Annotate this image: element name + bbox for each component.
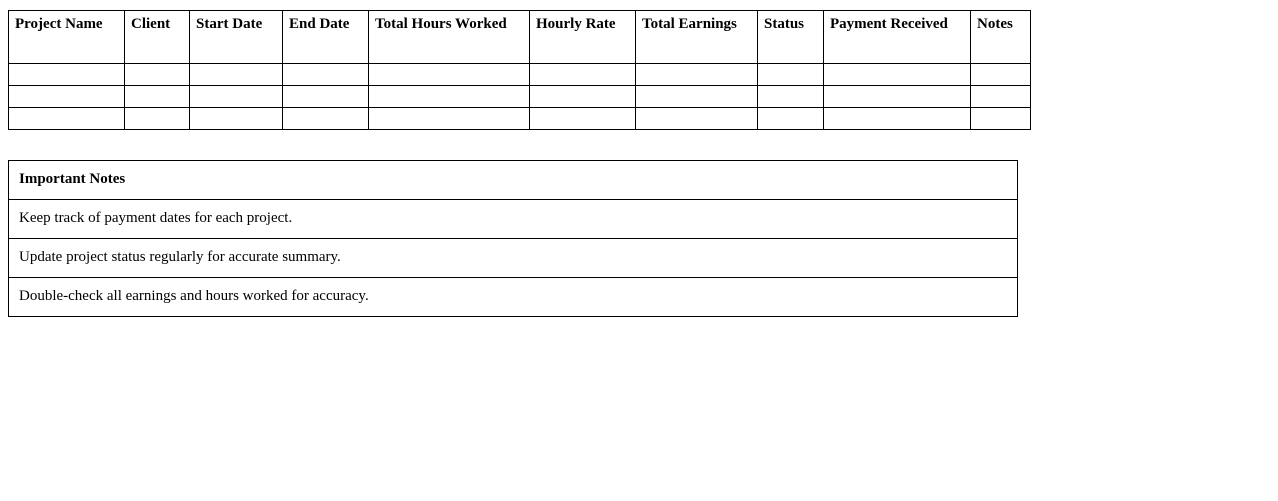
cell-client[interactable] (125, 108, 190, 130)
cell-project-name[interactable] (9, 108, 125, 130)
table-row[interactable] (9, 108, 1031, 130)
cell-total-earnings[interactable] (636, 86, 758, 108)
cell-project-name[interactable] (9, 64, 125, 86)
cell-project-name[interactable] (9, 86, 125, 108)
cell-payment-received[interactable] (824, 64, 971, 86)
cell-total-earnings[interactable] (636, 64, 758, 86)
cell-total-hours[interactable] (369, 64, 530, 86)
column-header-notes: Notes (971, 11, 1031, 64)
cell-hourly-rate[interactable] (530, 86, 636, 108)
cell-end-date[interactable] (283, 64, 369, 86)
cell-end-date[interactable] (283, 108, 369, 130)
project-table-body (9, 64, 1031, 130)
column-header-total-hours: Total Hours Worked (369, 11, 530, 64)
table-row[interactable] (9, 86, 1031, 108)
cell-start-date[interactable] (190, 64, 283, 86)
cell-status[interactable] (758, 108, 824, 130)
important-notes-table (8, 160, 1018, 317)
cell-hourly-rate[interactable] (530, 108, 636, 130)
table-row (9, 239, 1018, 278)
table-row (9, 200, 1018, 239)
cell-client[interactable] (125, 64, 190, 86)
cell-status[interactable] (758, 64, 824, 86)
cell-client[interactable] (125, 86, 190, 108)
table-header-row (9, 161, 1018, 200)
important-notes-header (9, 161, 1018, 200)
cell-notes[interactable] (971, 86, 1031, 108)
cell-total-hours[interactable] (369, 108, 530, 130)
cell-status[interactable] (758, 86, 824, 108)
table-header-row (9, 11, 1031, 64)
cell-end-date[interactable] (283, 86, 369, 108)
column-header-total-earnings: Total Earnings (636, 11, 758, 64)
important-notes-container (8, 160, 1018, 317)
cell-notes[interactable] (971, 108, 1031, 130)
note-item: Update project status regularly for accurate summary. (9, 239, 1018, 278)
important-notes-body (9, 200, 1018, 317)
project-table-header (9, 11, 1031, 64)
column-header-project-name: Project Name (9, 11, 125, 64)
table-row (9, 278, 1018, 317)
cell-payment-received[interactable] (824, 108, 971, 130)
column-header-end-date: End Date (283, 11, 369, 64)
cell-total-hours[interactable] (369, 86, 530, 108)
column-header-start-date: Start Date (190, 11, 283, 64)
table-row[interactable] (9, 64, 1031, 86)
column-header-client: Client (125, 11, 190, 64)
project-table (8, 10, 1031, 130)
cell-start-date[interactable] (190, 86, 283, 108)
column-header-status: Status (758, 11, 824, 64)
cell-hourly-rate[interactable] (530, 64, 636, 86)
project-table-container (8, 10, 1031, 130)
cell-payment-received[interactable] (824, 86, 971, 108)
note-item: Keep track of payment dates for each project. (9, 200, 1018, 239)
important-notes-title: Important Notes (9, 161, 1018, 200)
cell-notes[interactable] (971, 64, 1031, 86)
note-item: Double-check all earnings and hours worked for accuracy. (9, 278, 1018, 317)
cell-total-earnings[interactable] (636, 108, 758, 130)
column-header-hourly-rate: Hourly Rate (530, 11, 636, 64)
cell-start-date[interactable] (190, 108, 283, 130)
column-header-payment-received: Payment Received (824, 11, 971, 64)
